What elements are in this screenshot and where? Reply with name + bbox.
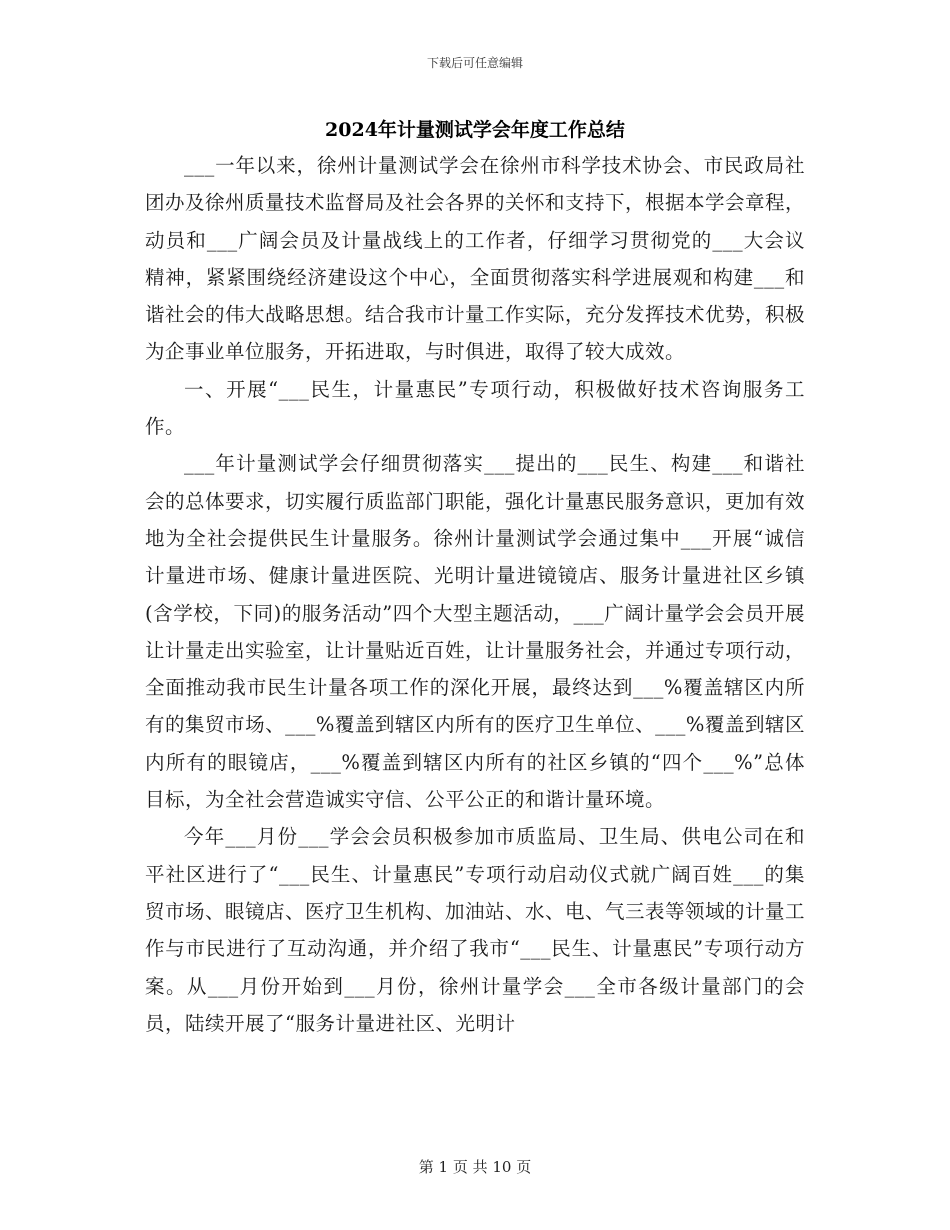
paragraph-activities: 今年___月份___学会会员积极参加市质监局、卫生局、供电公司在和平社区进行了“___民生、计量惠民”专项行动启动仪式就广阔百姓___的集贸市场、眼镜店、医疗卫生机构、加油站、水、电、气三表等领域的计量工作与市民进行了互动沟通，并介绍了我市“___民生、计量惠民”专项行动方案。从___月份开始到___月份，徐州计量学会___全市各级计量部门的会员，陆续开展了“服务计量进社区、光明计 bbox=[145, 825, 806, 1035]
document-title: 2024年计量测试学会年度工作总结 bbox=[325, 119, 625, 141]
paragraph-implementation: ___年计量测试学会仔细贯彻落实___提出的___民生、构建___和谐社会的总体要求，切实履行质监部门职能，强化计量惠民服务意识，更加有效地为全社会提供民生计量服务。徐州计量测试学会通过集中___开展“诚信计量进市场、健康计量进医院、光明计量进镜镜店、服务计量进社区乡镇(含学校，下同)的服务活动”四个大型主题活动，___广阔计量学会会员开展让计量走出实验室，让计量贴近百姓，让计量服务社会，并通过专项行动，全面推动我市民生计量各项工作的深化开展，最终达到___%覆盖辖区内所有的集贸市场、___%覆盖到辖区内所有的医疗卫生单位、___%覆盖到辖区内所有的眼镜店，___%覆盖到辖区内所有的社区乡镇的“四个___%”总体目标，为全社会营造诚实守信、公平公正的和谐计量环境。 bbox=[145, 452, 806, 812]
page-number: 第 1 页 共 10 页 bbox=[418, 1158, 532, 1176]
paragraph-intro: ___一年以来，徐州计量测试学会在徐州市科学技术协会、市民政局社团办及徐州质量技术监督局及社会各界的关怀和支持下，根据本学会章程，动员和___广阔会员及计量战线上的工作者，仔细学习贯彻党的___大会议精神，紧紧围绕经济建设这个中心，全面贯彻落实科学进展观和构建___和谐社会的伟大战略思想。结合我市计量工作实际，充分发挥技术优势，积极为企事业单位服务，开拓进取，与时俱进，取得了较大成效。 bbox=[145, 154, 806, 364]
document-body bbox=[145, 147, 805, 1042]
paragraph-section-heading: 一、开展“___民生，计量惠民”专项行动，积极做好技术咨询服务工作。 bbox=[145, 377, 805, 439]
download-edit-note: 下载后可任意编辑 bbox=[426, 56, 523, 70]
